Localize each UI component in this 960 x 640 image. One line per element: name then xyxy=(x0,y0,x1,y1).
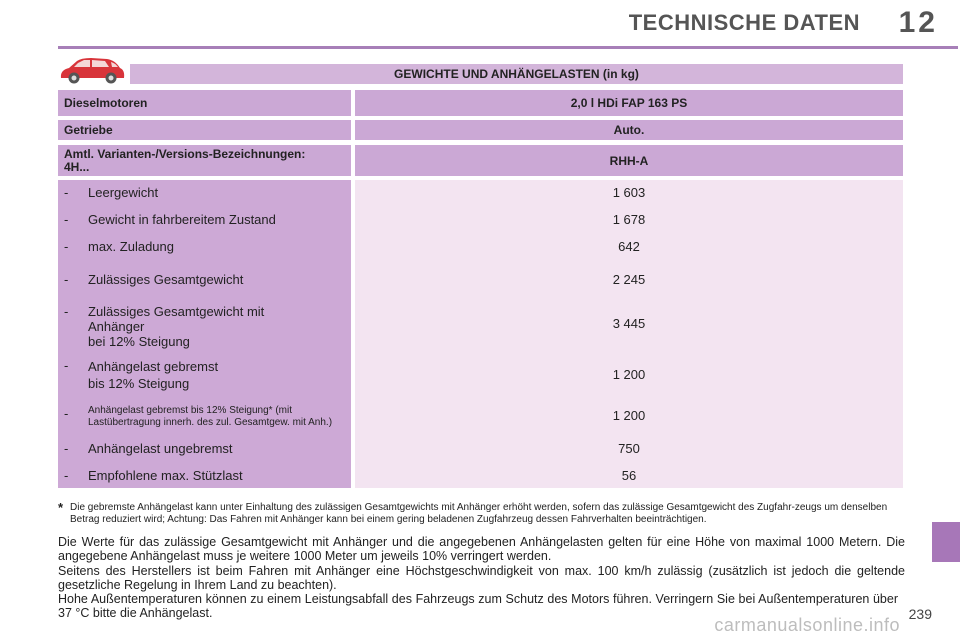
chapter-number: 12 xyxy=(898,6,938,39)
row-label: Leergewicht xyxy=(88,185,159,200)
gearbox-label: Getriebe xyxy=(58,120,351,140)
variant-label: Amtl. Varianten-/Versions-Bezeichnungen: 4H... xyxy=(58,145,351,176)
paragraph-altitude: Die Werte für das zulässige Gesamtgewicht mit Anhänger und die angegebenen Anhängelasten gelten für eine Höhe von maximal 1000 Metern. Die angegebene Anhängelast muss je weitere 1000 Meter um jeweils 10% verringert werden. xyxy=(58,535,905,563)
dash: - xyxy=(64,272,69,287)
header-rule xyxy=(58,46,958,49)
row-value: 2 245 xyxy=(612,272,646,287)
dash: - xyxy=(64,358,69,373)
row-label: Zulässiges Gesamtgewicht xyxy=(88,272,244,287)
page-number: 239 xyxy=(908,606,932,622)
row-label: Anhängelast ungebremst xyxy=(88,441,233,456)
row-value: 1 678 xyxy=(612,212,646,227)
row-value: 1 200 xyxy=(612,408,646,423)
variant-value: RHH-A xyxy=(355,145,903,176)
row-label: Zulässiges Gesamtgewicht mit Anhänger bei 12% Steigung xyxy=(88,304,265,349)
dash: - xyxy=(64,406,69,421)
row-value: 750 xyxy=(618,441,640,456)
row-label: max. Zuladung xyxy=(88,239,174,254)
chapter-title: TECHNISCHE DATEN xyxy=(628,10,860,35)
dash: - xyxy=(64,304,69,319)
row-value: 1 200 xyxy=(612,367,646,382)
watermark: carmanualsonline.info xyxy=(714,615,900,635)
dash: - xyxy=(64,468,69,483)
paragraph-temperature: Hohe Außentemperaturen können zu einem Leistungsabfall des Fahrzeugs zum Schutz des Motors führen. Verringern Sie bei Außentemperaturen über 37 °C bitte die Anhängelast. xyxy=(58,592,898,620)
row-value: 1 603 xyxy=(612,185,646,200)
gearbox-row xyxy=(58,120,903,140)
row-label: Anhängelast gebremst bis 12% Steigung xyxy=(88,359,219,391)
row-value: 3 445 xyxy=(612,316,646,331)
dash: - xyxy=(64,212,69,227)
variant-row xyxy=(58,145,903,176)
footnote: Die gebremste Anhängelast kann unter Einhaltung des zulässigen Gesamtgewichts mit Anhänger erhöht werden, sofern das zulässige Gesamtgewicht des Zugfahr-zeugs um denselben Betrag reduziert wird; Achtung: Das Fahren mit Anhänger kann bei einem gering beladenen Zugfahrzeug dessen Fahrverhalten beeinträchtigen. xyxy=(70,502,888,525)
row-value: 642 xyxy=(618,239,640,254)
row-value: 56 xyxy=(621,468,637,483)
dash: - xyxy=(64,185,69,200)
engine-label: Dieselmotoren xyxy=(58,90,351,116)
engine-row xyxy=(58,90,903,116)
paragraph-speed: Seitens des Herstellers ist beim Fahren mit Anhänger eine Höchstgeschwindigkeit von max. 100 km/h zulässig (zusätzlich ist jedoch die geltende gesetzliche Regelung in Ihrem Land zu beachten). xyxy=(58,564,905,592)
gearbox-value: Auto. xyxy=(355,120,903,140)
row-label: Gewicht in fahrbereitem Zustand xyxy=(88,212,276,227)
footnote-star: * xyxy=(58,500,64,515)
table-title: GEWICHTE UND ANHÄNGELASTEN (in kg) xyxy=(130,64,903,84)
row-label: Empfohlene max. Stützlast xyxy=(88,468,243,483)
row-label: Anhängelast gebremst bis 12% Steigung* (mit Lastübertragung innerh. des zul. Gesamtgew. mit Anh.) xyxy=(88,405,333,428)
chapter-side-tab[interactable] xyxy=(932,522,960,562)
dash: - xyxy=(64,239,69,254)
car-icon xyxy=(57,56,127,86)
engine-value: 2,0 l HDi FAP 163 PS xyxy=(355,90,903,116)
dash: - xyxy=(64,441,69,456)
